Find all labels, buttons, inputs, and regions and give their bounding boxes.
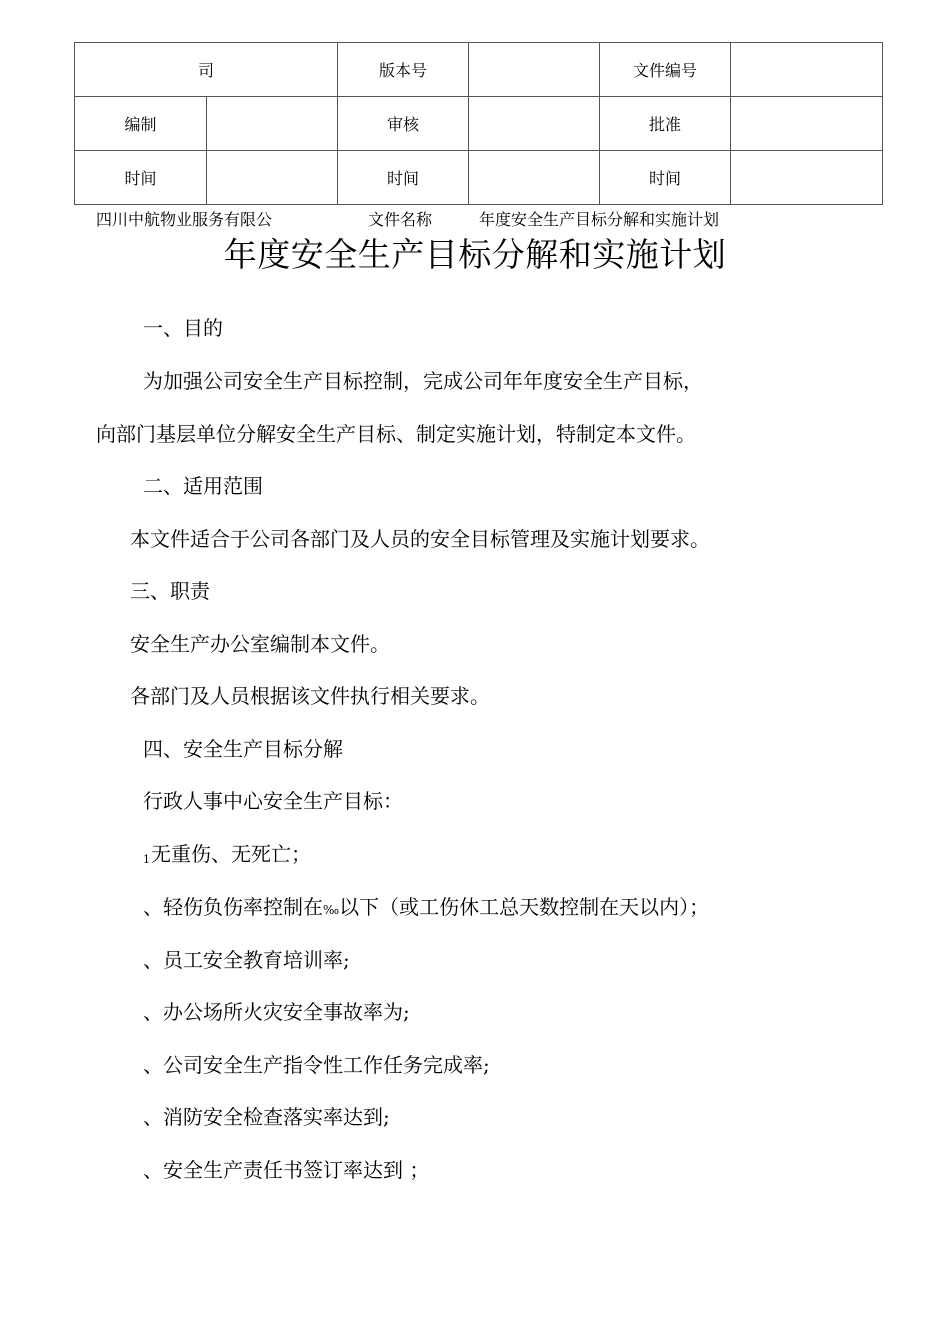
file-name-label: 文件名称 bbox=[368, 210, 433, 229]
version-value bbox=[469, 43, 600, 97]
time-value-1 bbox=[207, 151, 338, 205]
document-control-table bbox=[74, 42, 883, 205]
time-value-3 bbox=[731, 151, 883, 205]
list-item: 、安全生产责任书签订率达到 ； bbox=[143, 1158, 430, 1182]
approved-value bbox=[731, 97, 883, 151]
prepared-value bbox=[207, 97, 338, 151]
list-item: 、办公场所火灾安全事故率为; bbox=[143, 1000, 410, 1024]
permil-symbol: ‰ bbox=[323, 903, 340, 917]
section-3-paragraph-1: 安全生产办公室编制本文件。 bbox=[130, 632, 390, 656]
reviewed-value bbox=[469, 97, 600, 151]
list-item: 、员工安全教育培训率; bbox=[143, 948, 350, 972]
section-2-paragraph: 本文件适合于公司各部门及人员的安全目标管理及实施计划要求。 bbox=[130, 527, 710, 551]
list-item-text-b: 以下（或工伤休工总天数控制在天以内）； bbox=[339, 895, 710, 919]
list-item bbox=[143, 840, 311, 874]
section-3-paragraph-2: 各部门及人员根据该文件执行相关要求。 bbox=[130, 684, 490, 708]
table-row bbox=[75, 97, 883, 151]
time-label-3: 时间 bbox=[600, 151, 731, 205]
list-item-text-a: 、轻伤负伤率控制在 bbox=[143, 895, 323, 919]
list-item: 、消防安全检查落实率达到; bbox=[143, 1105, 390, 1129]
section-2-heading: 二、适用范围 bbox=[143, 474, 263, 498]
time-value-2 bbox=[469, 151, 600, 205]
company-name: 四川中航物业服务有限公 bbox=[96, 210, 273, 229]
section-4-heading: 四、安全生产目标分解 bbox=[143, 737, 343, 761]
list-item-text: 无重伤、无死亡； bbox=[151, 842, 311, 866]
file-name-value: 年度安全生产目标分解和实施计划 bbox=[479, 210, 720, 229]
company-cell: 司 bbox=[75, 43, 338, 97]
time-label-1: 时间 bbox=[75, 151, 207, 205]
section-1-heading: 一、目的 bbox=[143, 316, 223, 340]
prepared-label: 编制 bbox=[75, 97, 207, 151]
table-row bbox=[75, 151, 883, 205]
reviewed-label: 审核 bbox=[338, 97, 469, 151]
section-1-paragraph-1: 为加强公司安全生产目标控制，完成公司年年度安全生产目标， bbox=[143, 369, 703, 393]
document-title: 年度安全生产目标分解和实施计划 bbox=[223, 235, 727, 274]
file-number-label: 文件编号 bbox=[600, 43, 731, 97]
time-label-2: 时间 bbox=[338, 151, 469, 205]
file-number-value bbox=[731, 43, 883, 97]
version-label: 版本号 bbox=[338, 43, 469, 97]
section-3-heading: 三、职责 bbox=[130, 579, 210, 603]
list-item-number: 1 bbox=[143, 853, 150, 866]
table-row bbox=[75, 43, 883, 97]
list-item: 、公司安全生产指令性工作任务完成率; bbox=[143, 1053, 490, 1077]
approved-label: 批准 bbox=[600, 97, 731, 151]
section-1-paragraph-2: 向部门基层单位分解安全生产目标、制定实施计划，特制定本文件。 bbox=[96, 422, 696, 446]
section-4-intro: 行政人事中心安全生产目标： bbox=[143, 789, 403, 813]
list-item bbox=[143, 893, 709, 924]
